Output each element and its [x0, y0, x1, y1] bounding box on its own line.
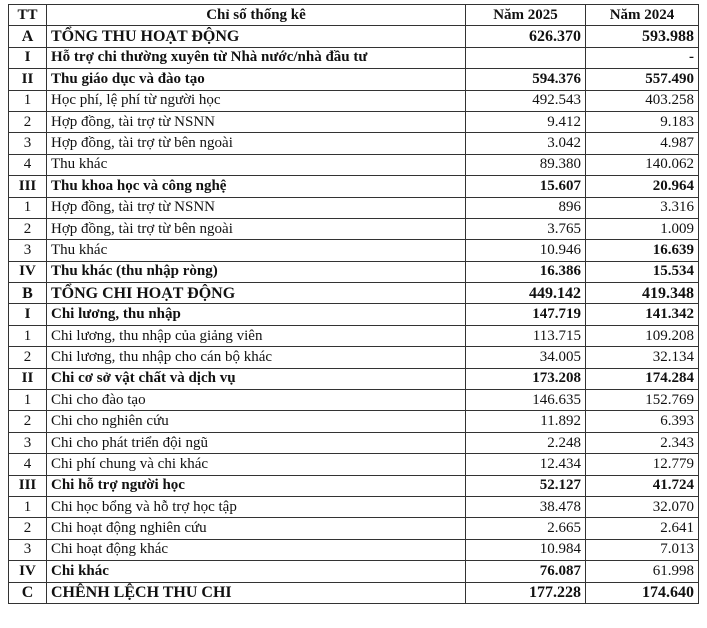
row-value-2024-cell: 32.070: [586, 496, 699, 517]
table-row: [9, 432, 699, 453]
row-index-cell: 3: [9, 432, 47, 453]
row-value-2025-cell: 2.665: [466, 518, 586, 539]
row-value-2024-cell: 15.534: [586, 261, 699, 282]
row-value-2025-cell: 10.984: [466, 539, 586, 560]
row-indicator-cell: Thu khác: [47, 154, 466, 175]
row-index-cell: 1: [9, 325, 47, 346]
row-value-2025-cell: 3.042: [466, 133, 586, 154]
row-index-cell: 2: [9, 111, 47, 132]
row-index-cell: 1: [9, 90, 47, 111]
row-index-cell: 3: [9, 539, 47, 560]
row-indicator-cell: Chi hoạt động khác: [47, 539, 466, 560]
row-value-2025-cell: 76.087: [466, 561, 586, 582]
row-index-cell: III: [9, 176, 47, 197]
row-indicator-cell: Hợp đồng, tài trợ từ bên ngoài: [47, 133, 466, 154]
table-row: [9, 154, 699, 175]
row-indicator-cell: Chi lương, thu nhập của giảng viên: [47, 325, 466, 346]
row-value-2024-cell: 16.639: [586, 240, 699, 261]
row-index-cell: 1: [9, 197, 47, 218]
table-row: [9, 133, 699, 154]
row-value-2024-cell: 141.342: [586, 304, 699, 325]
row-value-2024-cell: 2.343: [586, 432, 699, 453]
row-value-2024-cell: 140.062: [586, 154, 699, 175]
row-value-2024-cell: 20.964: [586, 176, 699, 197]
row-indicator-cell: CHÊNH LỆCH THU CHI: [47, 582, 466, 603]
row-value-2024-cell: 403.258: [586, 90, 699, 111]
row-index-cell: 2: [9, 518, 47, 539]
row-value-2025-cell: 9.412: [466, 111, 586, 132]
table-row: [9, 69, 699, 90]
row-index-cell: 3: [9, 240, 47, 261]
row-index-cell: C: [9, 582, 47, 603]
row-indicator-cell: Chi lương, thu nhập: [47, 304, 466, 325]
table-row: [9, 390, 699, 411]
row-indicator-cell: Hỗ trợ chi thường xuyên từ Nhà nước/nhà đầu tư: [47, 47, 466, 68]
row-value-2025-cell: 2.248: [466, 432, 586, 453]
row-value-2025-cell: 173.208: [466, 368, 586, 389]
row-value-2025-cell: 177.228: [466, 582, 586, 603]
table-row: [9, 283, 699, 304]
table-row: [9, 47, 699, 68]
row-value-2025-cell: 113.715: [466, 325, 586, 346]
row-index-cell: 1: [9, 496, 47, 517]
row-indicator-cell: Chi lương, thu nhập cho cán bộ khác: [47, 347, 466, 368]
row-indicator-cell: Thu khoa học và công nghệ: [47, 176, 466, 197]
row-value-2025-cell: 34.005: [466, 347, 586, 368]
row-value-2025-cell: 89.380: [466, 154, 586, 175]
row-index-cell: IV: [9, 261, 47, 282]
row-indicator-cell: Chi cơ sở vật chất và dịch vụ: [47, 368, 466, 389]
row-value-2024-cell: 2.641: [586, 518, 699, 539]
row-value-2025-cell: 38.478: [466, 496, 586, 517]
header-tt: TT: [9, 5, 47, 26]
row-indicator-cell: TỔNG THU HOẠT ĐỘNG: [47, 26, 466, 47]
row-index-cell: II: [9, 368, 47, 389]
row-value-2025-cell: 626.370: [466, 26, 586, 47]
row-indicator-cell: Chi khác: [47, 561, 466, 582]
row-index-cell: 2: [9, 411, 47, 432]
row-value-2025-cell: 146.635: [466, 390, 586, 411]
table-row: [9, 261, 699, 282]
row-value-2025-cell: 12.434: [466, 454, 586, 475]
row-indicator-cell: Chi hỗ trợ người học: [47, 475, 466, 496]
row-value-2024-cell: 6.393: [586, 411, 699, 432]
row-value-2024-cell: 61.998: [586, 561, 699, 582]
table-row: [9, 111, 699, 132]
table-row: [9, 26, 699, 47]
row-value-2024-cell: 3.316: [586, 197, 699, 218]
row-value-2025-cell: 147.719: [466, 304, 586, 325]
row-value-2025-cell: 16.386: [466, 261, 586, 282]
row-indicator-cell: Học phí, lệ phí từ người học: [47, 90, 466, 111]
row-value-2025-cell: 10.946: [466, 240, 586, 261]
table-body: [9, 26, 699, 604]
table-row: [9, 240, 699, 261]
row-index-cell: I: [9, 304, 47, 325]
row-index-cell: 1: [9, 390, 47, 411]
header-year-2024: Năm 2024: [586, 5, 699, 26]
table-row: [9, 197, 699, 218]
row-value-2025-cell: 896: [466, 197, 586, 218]
row-value-2024-cell: 152.769: [586, 390, 699, 411]
row-value-2025-cell: 492.543: [466, 90, 586, 111]
table-row: [9, 90, 699, 111]
statistics-table: [8, 4, 699, 604]
row-value-2025-cell: 449.142: [466, 283, 586, 304]
table-row: [9, 561, 699, 582]
table-row: [9, 176, 699, 197]
row-value-2024-cell: 32.134: [586, 347, 699, 368]
row-index-cell: III: [9, 475, 47, 496]
row-indicator-cell: Hợp đồng, tài trợ từ NSNN: [47, 197, 466, 218]
table-row: [9, 475, 699, 496]
row-value-2024-cell: 109.208: [586, 325, 699, 346]
table-row: [9, 496, 699, 517]
row-indicator-cell: Chi cho nghiên cứu: [47, 411, 466, 432]
header-year-2025: Năm 2025: [466, 5, 586, 26]
row-value-2024-cell: 9.183: [586, 111, 699, 132]
row-indicator-cell: Thu khác (thu nhập ròng): [47, 261, 466, 282]
table-row: [9, 518, 699, 539]
row-index-cell: 4: [9, 454, 47, 475]
row-value-2025-cell: 11.892: [466, 411, 586, 432]
row-value-2024-cell: 593.988: [586, 26, 699, 47]
header-indicator: Chỉ số thống kê: [47, 5, 466, 26]
row-indicator-cell: Thu khác: [47, 240, 466, 261]
table-row: [9, 218, 699, 239]
row-index-cell: 2: [9, 218, 47, 239]
row-indicator-cell: Chi học bổng và hỗ trợ học tập: [47, 496, 466, 517]
row-index-cell: I: [9, 47, 47, 68]
row-value-2024-cell: 41.724: [586, 475, 699, 496]
table-row: [9, 539, 699, 560]
table-row: [9, 304, 699, 325]
table-row: [9, 325, 699, 346]
row-value-2025-cell: 594.376: [466, 69, 586, 90]
row-value-2024-cell: 4.987: [586, 133, 699, 154]
row-value-2025-cell: 52.127: [466, 475, 586, 496]
row-value-2024-cell: 419.348: [586, 283, 699, 304]
row-index-cell: IV: [9, 561, 47, 582]
table-row: [9, 454, 699, 475]
table-row: [9, 582, 699, 603]
row-index-cell: 2: [9, 347, 47, 368]
row-value-2024-cell: 12.779: [586, 454, 699, 475]
row-value-2025-cell: 15.607: [466, 176, 586, 197]
row-indicator-cell: Thu giáo dục và đào tạo: [47, 69, 466, 90]
row-value-2024-cell: 557.490: [586, 69, 699, 90]
row-value-2024-cell: 174.284: [586, 368, 699, 389]
row-indicator-cell: Chi phí chung và chi khác: [47, 454, 466, 475]
row-indicator-cell: TỔNG CHI HOẠT ĐỘNG: [47, 283, 466, 304]
row-index-cell: 4: [9, 154, 47, 175]
row-value-2024-cell: 7.013: [586, 539, 699, 560]
row-indicator-cell: Chi cho đào tạo: [47, 390, 466, 411]
row-index-cell: II: [9, 69, 47, 90]
row-value-2024-cell: 1.009: [586, 218, 699, 239]
row-index-cell: 3: [9, 133, 47, 154]
row-value-2025-cell: 3.765: [466, 218, 586, 239]
row-index-cell: A: [9, 26, 47, 47]
table-row: [9, 368, 699, 389]
table-row: [9, 347, 699, 368]
row-indicator-cell: Chi hoạt động nghiên cứu: [47, 518, 466, 539]
row-value-2025-cell: [466, 47, 586, 68]
table-header-row: [9, 5, 699, 26]
row-indicator-cell: Hợp đồng, tài trợ từ bên ngoài: [47, 218, 466, 239]
row-indicator-cell: Chi cho phát triển đội ngũ: [47, 432, 466, 453]
table-row: [9, 411, 699, 432]
row-index-cell: B: [9, 283, 47, 304]
row-value-2024-cell: 174.640: [586, 582, 699, 603]
row-indicator-cell: Hợp đồng, tài trợ từ NSNN: [47, 111, 466, 132]
row-value-2024-cell: -: [586, 47, 699, 68]
